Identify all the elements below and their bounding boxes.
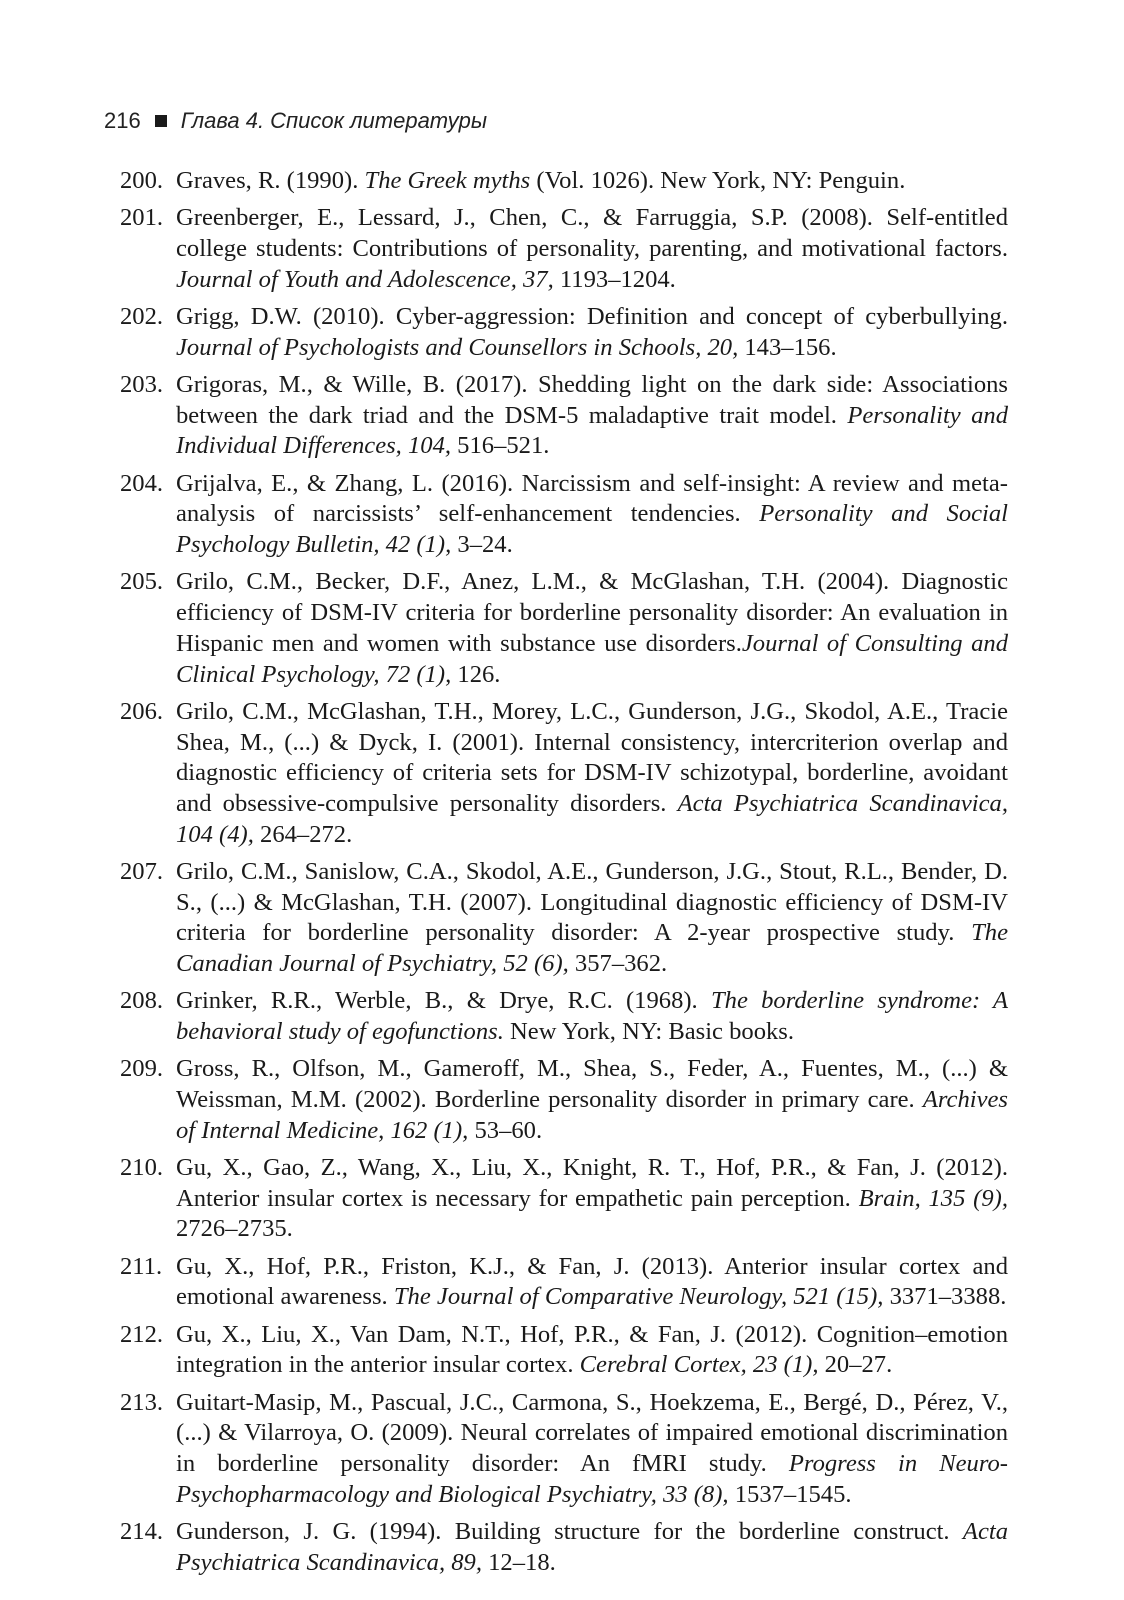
- reference-details: 3–24.: [451, 531, 513, 559]
- reference-source: Journal of Youth and Adolescence, 37,: [176, 265, 554, 293]
- reference-authors: Gu, X., Hof, P.R., Friston, K.J., & Fan, J. (2013). Anterior insular cortex and emotional awareness.: [176, 1252, 1008, 1311]
- reference-number: 209.: [120, 1055, 164, 1083]
- reference-details: 357–362.: [568, 950, 668, 978]
- reference-authors: Gunderson, J. G. (1994). Building structure for the borderline construct.: [176, 1518, 963, 1546]
- reference-number: 206.: [120, 697, 164, 725]
- reference-source: Archives of Internal Medicine, 162 (1),: [176, 1086, 1008, 1144]
- reference-details: 264–272.: [253, 820, 353, 848]
- reference-details: 516–521.: [451, 432, 550, 460]
- reference-item: [120, 857, 1008, 980]
- reference-details: 1193–1204.: [553, 265, 676, 293]
- reference-source: Acta Psychiatrica Scandinavica, 104 (4),: [176, 789, 1008, 848]
- reference-source: Acta Psychiatrica Scandinavica, 89,: [176, 1518, 1008, 1576]
- reference-authors: Grilo, C.M., McGlashan, T.H., Morey, L.C., Gunderson, J.G., Skodol, A.E., Tracie Shea, M., (...) & Dyck, I. (2001). Internal consistency, intercriterion overlap and diagnostic efficiency of criteria sets for DSM-IV schizotypal, borderline, avoidant and obsessive-compulsive personality disorders.: [176, 697, 1008, 817]
- reference-authors: Grilo, C.M., Becker, D.F., Anez, L.M., & McGlashan, T.H. (2004). Diagnostic efficiency of DSM-IV criteria for borderline personality disorder: An evaluation in Hispanic men and women with substance use disorders.: [176, 568, 1008, 657]
- reference-authors: Grigg, D.W. (2010). Cyber-aggression: Definition and concept of cyberbullying.: [176, 303, 1008, 330]
- reference-number: 208.: [120, 987, 164, 1015]
- reference-item: [120, 1153, 1008, 1245]
- reference-details: 3371–3388.: [883, 1283, 1007, 1311]
- reference-authors: Gross, R., Olfson, M., Gameroff, M., Shea, S., Feder, A., Fuentes, M., (...) & Weissman, M.M. (2002). Borderline personality disorder in primary care.: [176, 1055, 1008, 1114]
- reference-number: 200.: [120, 167, 164, 194]
- reference-item: [120, 370, 1008, 462]
- reference-authors: Grinker, R.R., Werble, B., & Drye, R.C. (1968).: [176, 987, 711, 1015]
- reference-source: Journal of Consulting and Clinical Psychology, 72 (1),: [176, 629, 1008, 688]
- reference-details: 53–60.: [468, 1116, 543, 1144]
- reference-list: [120, 166, 1008, 1585]
- reference-details: 126.: [451, 660, 501, 688]
- reference-number: 207.: [120, 857, 164, 885]
- reference-source: Journal of Psychologists and Counsellors in Schools, 20,: [176, 333, 739, 361]
- reference-details: 20–27.: [818, 1351, 893, 1379]
- reference-item: [120, 697, 1008, 851]
- running-head: [104, 106, 487, 136]
- square-bullet-icon: [155, 115, 167, 127]
- page-number: 216: [104, 108, 141, 133]
- reference-item: [120, 1320, 1008, 1381]
- reference-source: The Journal of Comparative Neurology, 521 (15),: [393, 1283, 884, 1311]
- reference-source: Personality and Social Psychology Bulletin, 42 (1),: [176, 500, 1009, 559]
- reference-authors: Graves, R. (1990).: [176, 167, 365, 194]
- reference-item: [120, 203, 1008, 295]
- reference-details: 12–18.: [481, 1548, 556, 1576]
- reference-source: Cerebral Cortex, 23 (1),: [579, 1351, 819, 1379]
- reference-number: 205.: [120, 568, 164, 596]
- reference-authors: Gu, X., Liu, X., Van Dam, N.T., Hof, P.R., & Fan, J. (2012). Cognition–emotion integration in the anterior insular cortex.: [176, 1320, 1008, 1379]
- reference-source: Personality and Individual Differences, 104,: [176, 401, 1008, 460]
- reference-number: 210.: [120, 1154, 164, 1182]
- reference-details: 1537–1545.: [728, 1480, 852, 1508]
- reference-number: 204.: [120, 469, 164, 497]
- reference-authors: Greenberger, E., Lessard, J., Chen, C., & Farruggia, S.P. (2008). Self-entitled college students: Contributions of personality, parenting, and motivational factors.: [176, 204, 1008, 262]
- reference-item: [120, 1252, 1008, 1313]
- reference-details: 2726–2735.: [176, 1215, 293, 1243]
- reference-item: [120, 986, 1008, 1047]
- reference-item: [120, 1517, 1008, 1578]
- reference-number: 214.: [120, 1518, 164, 1546]
- reference-number: 202.: [120, 303, 164, 330]
- reference-authors: Gu, X., Gao, Z., Wang, X., Liu, X., Knight, R. T., Hof, P.R., & Fan, J. (2012). Anterior insular cortex is necessary for empathetic pain perception.: [176, 1154, 1008, 1212]
- reference-authors: Guitart-Masip, M., Pascual, J.C., Carmona, S., Hoekzema, E., Bergé, D., Pérez, V., (...) & Vilarroya, O. (2009). Neural correlates of impaired emotional discrimination in borderline personality disorder: An fMRI study.: [176, 1388, 1008, 1478]
- reference-item: [120, 1388, 1008, 1511]
- reference-item: [120, 567, 1008, 690]
- reference-item: [120, 1054, 1008, 1146]
- reference-item: [120, 469, 1008, 561]
- reference-number: 201.: [120, 204, 164, 232]
- reference-authors: Grijalva, E., & Zhang, L. (2016). Narcissism and self-insight: A review and meta-analysis of narcissists’ self-enhancement tendencies.: [176, 469, 1008, 528]
- reference-authors: Grigoras, M., & Wille, B. (2017). Shedding light on the dark side: Associations between the dark triad and the DSM-5 maladaptive trait model.: [176, 371, 1008, 429]
- reference-source: The Canadian Journal of Psychiatry, 52 (6),: [176, 919, 1008, 978]
- reference-source: The Greek myths: [364, 167, 531, 194]
- reference-details: 143–156.: [738, 333, 837, 361]
- chapter-title: Глава 4. Список литературы: [180, 108, 488, 133]
- reference-number: 212.: [120, 1320, 164, 1348]
- reference-number: 213.: [120, 1388, 164, 1416]
- reference-source: Brain, 135 (9),: [858, 1184, 1009, 1212]
- reference-source: Progress in Neuro-Psychopharmacology and Biological Psychiatry, 33 (8),: [176, 1450, 1008, 1508]
- reference-item: [120, 166, 1008, 197]
- reference-item: [120, 302, 1008, 363]
- reference-number: 211.: [120, 1252, 163, 1280]
- reference-number: 203.: [120, 371, 164, 398]
- reference-source: The borderline syndrome: A behavioral study of egofunctions.: [176, 987, 1009, 1046]
- reference-details: New York, NY: Basic books.: [503, 1018, 795, 1046]
- reference-authors: Grilo, C.M., Sanislow, C.A., Skodol, A.E., Gunderson, J.G., Stout, R.L., Bender, D. S., (...) & McGlashan, T.H. (2007). Longitudinal diagnostic efficiency of DSM-IV criteria for borderline personality disorder: A 2-year prospective study.: [176, 857, 1008, 947]
- reference-details: (Vol. 1026). New York, NY: Penguin.: [530, 167, 906, 194]
